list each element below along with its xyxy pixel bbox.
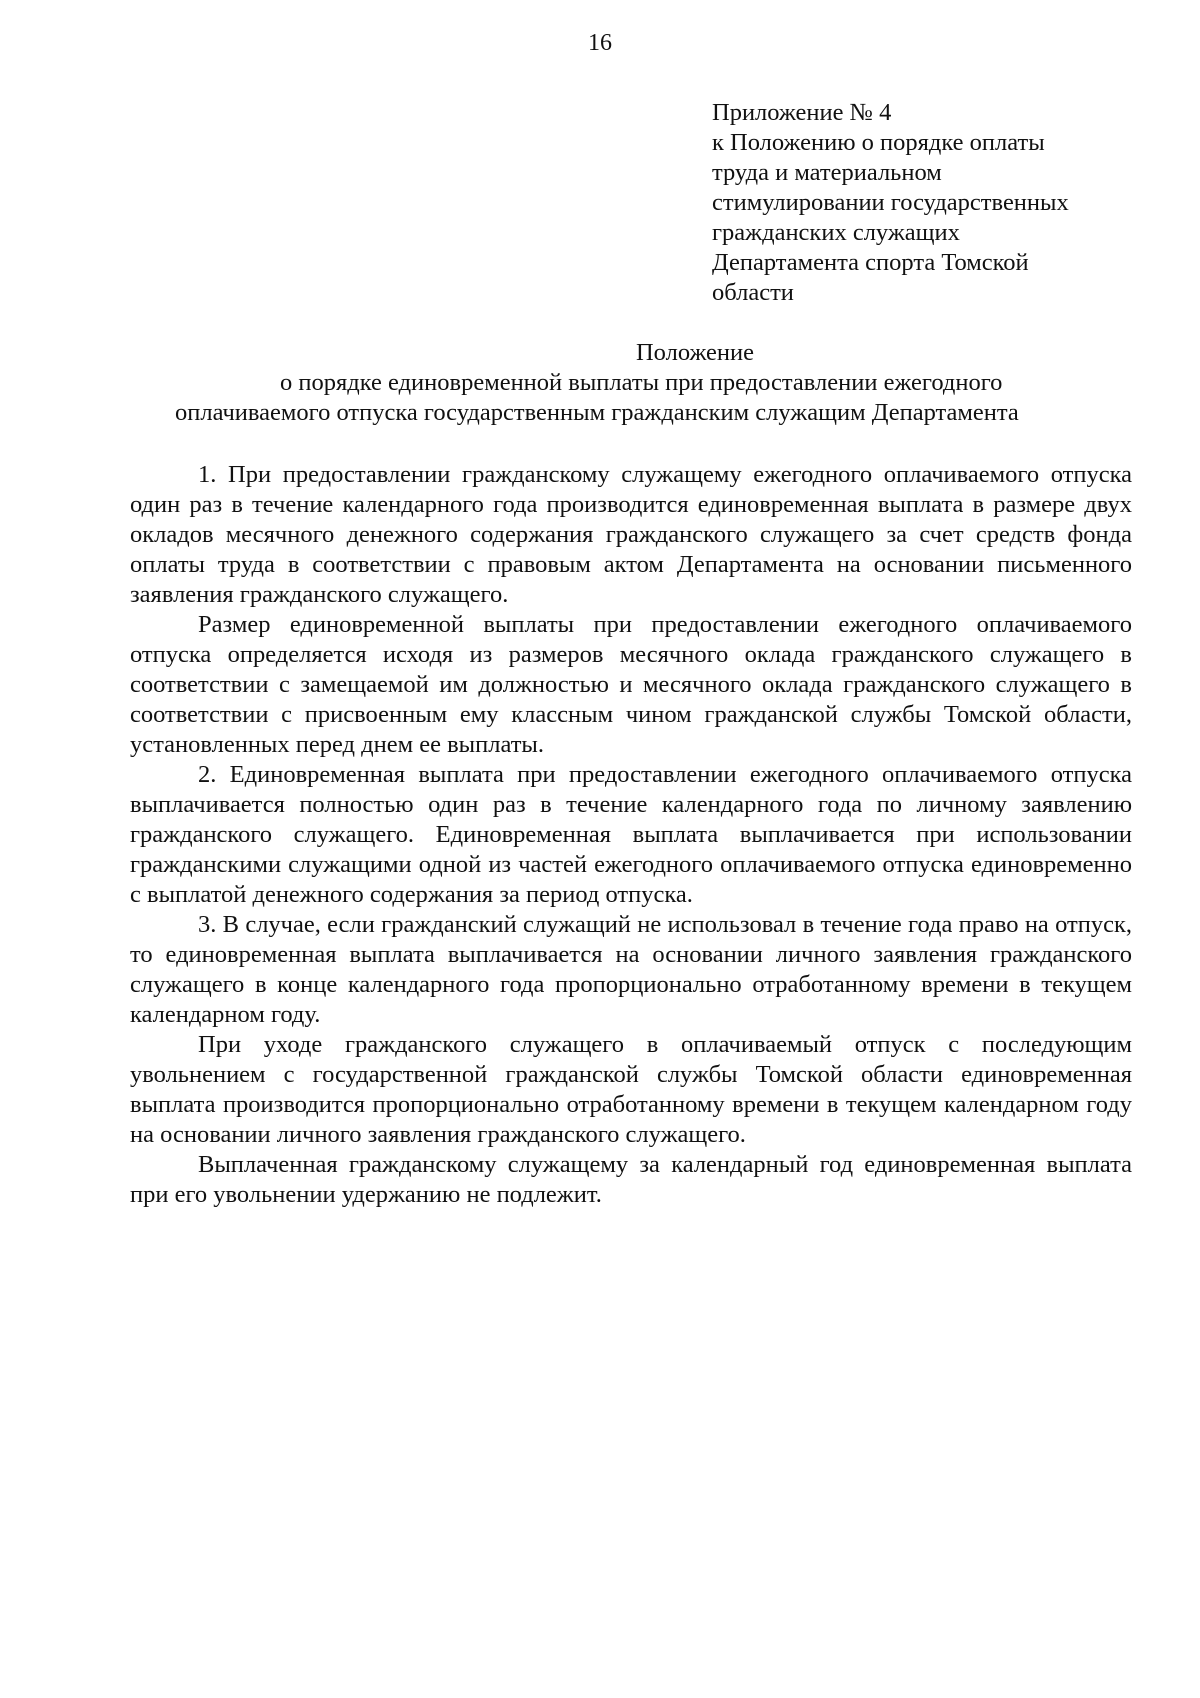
paragraph-2: Размер единовременной выплаты при предоставлении ежегодного оплачиваемого отпуска определяется исходя из размеров месячного оклада гражданского служащего в соответствии с замещаемой им должностью и месячного оклада гражданского служащего в соответствии с присвоенным ему классным чином гражданской службы Томской области, установленных перед днем ее выплаты. (130, 611, 1132, 758)
document-body (130, 460, 1132, 1210)
paragraph-4: 3. В случае, если гражданский служащий не использовал в течение года право на отпуск, то единовременная выплата выплачивается на основании личного заявления гражданского служащего в конце календарного года пропорционально отработанному времени в текущем календарном году. (130, 911, 1132, 1028)
appendix-line: области (712, 279, 794, 306)
appendix-line: труда и материальном (712, 159, 942, 186)
paragraph-3: 2. Единовременная выплата при предоставлении ежегодного оплачиваемого отпуска выплачивается полностью один раз в течение календарного года по личному заявлению гражданского служащего. Единовременная выплата выплачивается при использовании гражданскими служащими одной из частей ежегодного оплачиваемого отпуска единовременно с выплатой денежного содержания за период отпуска. (130, 761, 1132, 908)
paragraph-5: При уходе гражданского служащего в оплачиваемый отпуск с последующим увольнением с государственной гражданской службы Томской области единовременная выплата производится пропорционально отработанному времени в текущем календарном году на основании личного заявления гражданского служащего. (130, 1031, 1132, 1148)
page-number: 16 (588, 30, 612, 56)
appendix-line: стимулировании государственных (712, 189, 1069, 216)
appendix-block (712, 98, 1132, 308)
document-title: Положение (635, 339, 755, 366)
appendix-line: Департамента спорта Томской (712, 249, 1029, 276)
paragraph-1: 1. При предоставлении гражданскому служащему ежегодного оплачиваемого отпуска один раз в течение календарного года производится единовременная выплата в размере двух окладов месячного денежного содержания гражданского служащего за счет средств фонда оплаты труда в соответствии с правовым актом Департамента на основании письменного заявления гражданского служащего. (130, 461, 1132, 608)
appendix-line: к Положению о порядке оплаты (712, 129, 1045, 156)
paragraph-6: Выплаченная гражданскому служащему за календарный год единовременная выплата при его увольнении удержанию не подлежит. (130, 1151, 1132, 1208)
document-subtitle-line: о порядке единовременной выплаты при предоставлении ежегодного (280, 369, 1003, 396)
document-title-block (130, 338, 1130, 428)
appendix-line: Приложение № 4 (712, 99, 892, 126)
document-subtitle-line: оплачиваемого отпуска государственным гражданским служащим Департамента (175, 399, 1019, 426)
appendix-line: гражданских служащих (712, 219, 960, 246)
